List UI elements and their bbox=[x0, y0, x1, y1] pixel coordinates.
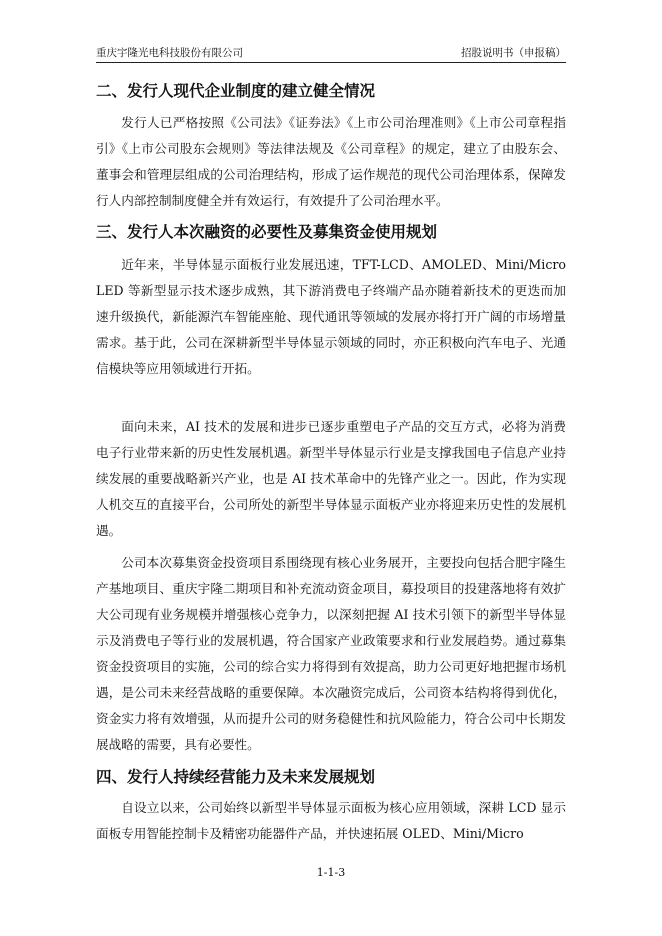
paragraph-corporate-governance: 发行人已严格按照《公司法》《证券法》《上市公司治理准则》《上市公司章程指引》《上市公司股东会规则》等法律法规及《公司章程》的规定，建立了由股东会、董事会和管理层组成的公司治理结构，形成了运作规范的现代公司治理体系，保障发行人内部控制制度健全并有效运行，有效提升了公司治理水平。 bbox=[96, 115, 566, 208]
header-document-type: 招股说明书（申报稿） bbox=[461, 47, 566, 59]
paragraph-business-focus: 自设立以来，公司始终以新型半导体显示面板为核心应用领域，深耕 LCD 显示面板专用智能控制卡及精密功能器件产品，并快速拓展 OLED、Mini/Micro bbox=[96, 800, 566, 841]
page-number: 1-1-3 bbox=[316, 866, 346, 879]
paragraph-industry-development: 近年来，半导体显示面板行业发展迅速，TFT-LCD、AMOLED、Mini/Micro LED 等新型显示技术逐步成熟，其下游消费电子终端产品亦随着新技术的更迭而加速升级换代，新能源汽车智能座舱、现代通讯等领域的发展亦将打开广阔的市场增量需求。基于此，公司在深耕新型半导体显示领域的同时，亦正积极向汽车电子、光通信模块等应用领域进行开拓。 bbox=[96, 257, 566, 376]
paragraph-ai-opportunity: 面向未来，AI 技术的发展和进步已逐步重塑电子产品的交互方式，必将为消费电子行业带来新的历史性发展机遇。新型半导体显示行业是支撑我国电子信息产业持续发展的重要战略新兴产业，也是 AI 技术革命中的先锋产业之一。因此，作为实现人机交互的直接平台，公司所处的新型半导体显示面板产业亦将迎来历史性的发展机遇。 bbox=[96, 419, 566, 538]
section-heading-financing-necessity: 三、发行人本次融资的必要性及募集资金使用规划 bbox=[96, 223, 438, 241]
page-body bbox=[96, 80, 566, 847]
section-heading-sustainability-plan: 四、发行人持续经营能力及未来发展规划 bbox=[96, 768, 376, 786]
header-company-name: 重庆宇隆光电科技股份有限公司 bbox=[96, 47, 243, 59]
section-heading-corporate-system: 二、发行人现代企业制度的建立健全情况 bbox=[96, 82, 376, 100]
page-header bbox=[96, 44, 566, 63]
paragraph-fundraising-projects: 公司本次募集资金投资项目系围绕现有核心业务展开，主要投向包括合肥宇隆生产基地项目、重庆宇隆二期项目和补充流动资金项目，募投项目的投建落地将有效扩大公司现有业务规模并增强核心竞争力，以深刻把握 AI 技术引领下的新型半导体显示及消费电子等行业的发展机遇，符合国家产业政策要求和行业发展趋势。通过募集资金投资项目的实施，公司的综合实力将得到有效提高，助力公司更好地把握市场机遇，是公司未来经营战略的重要保障。本次融资完成后，公司资本结构将得到优化，资金实力将有效增强，从而提升公司的财务稳健性和抗风险能力，符合公司中长期发展战略的需要，具有必要性。 bbox=[96, 555, 566, 752]
